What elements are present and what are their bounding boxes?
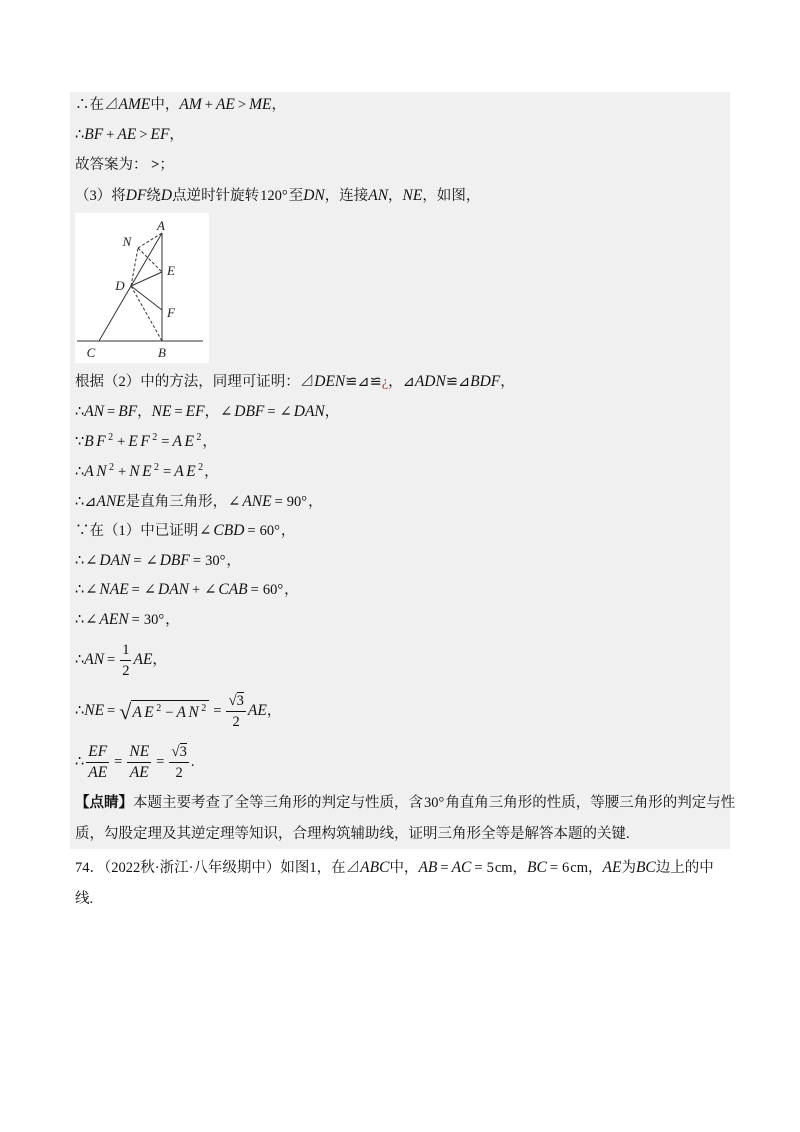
math-operator: = — [247, 523, 256, 539]
exponent: 2 — [156, 702, 162, 714]
question-74-stem — [75, 858, 714, 878]
square-root — [119, 700, 209, 724]
fraction — [169, 743, 188, 782]
math-term: DAN — [99, 552, 131, 569]
fraction — [226, 692, 245, 731]
math-term: AN — [84, 651, 105, 668]
solution-line — [75, 462, 219, 482]
math-term: NE — [402, 187, 423, 204]
math-term: BF — [84, 433, 109, 450]
math-operator: = — [161, 434, 170, 450]
math-term: NE — [129, 463, 155, 480]
math-term: ANE — [242, 493, 272, 510]
text-run: ， — [284, 582, 299, 598]
angle-symbol: ∠ — [204, 582, 217, 598]
key-point-line — [75, 824, 630, 844]
solution-line — [75, 492, 323, 512]
text-run: ，连接 — [324, 188, 369, 204]
math-operator: > — [139, 127, 148, 143]
text-run: ， — [137, 404, 152, 420]
math-term: AN — [84, 463, 110, 480]
math-operator: = — [131, 582, 140, 598]
math-term: AN — [84, 403, 105, 420]
segment-na-dashed — [138, 233, 162, 248]
math-operator: + — [117, 434, 126, 450]
solution-line — [75, 432, 217, 452]
angle-symbol: ∠ — [85, 582, 98, 598]
text-run: ∴ — [75, 754, 85, 770]
math-number: 30° — [424, 795, 445, 811]
segment-df — [131, 286, 162, 310]
point-label-n: N — [122, 234, 132, 249]
fraction-numerator — [226, 692, 245, 712]
math-operator: = — [213, 703, 222, 719]
math-term: NE — [84, 702, 105, 719]
text-run: ∴ — [75, 582, 85, 598]
text-run: ，⊿ — [388, 374, 415, 390]
math-operator: = — [131, 612, 140, 628]
math-term: AE — [117, 126, 137, 143]
segment-dc — [99, 286, 131, 341]
math-operator: + — [106, 127, 115, 143]
fraction — [127, 743, 151, 782]
fraction-denominator: 2 — [175, 765, 183, 782]
math-term: DEN — [314, 373, 346, 390]
text-run: ，如图， — [422, 188, 481, 204]
angle-symbol: ∠ — [228, 494, 241, 510]
text-run: ， — [202, 434, 217, 450]
angle-symbol: ∠ — [279, 404, 292, 420]
angle-symbol: ∠ — [199, 523, 212, 539]
text-run: ∴ — [75, 127, 85, 143]
math-operator: = — [440, 860, 449, 876]
math-term: AE — [247, 702, 267, 719]
radical-sign: √ — [228, 693, 237, 710]
math-term: BC — [635, 859, 656, 876]
geometry-figure — [75, 213, 209, 363]
text-run: 74．（2022秋·浙江·八年级期中）如图1，在⊿ — [75, 860, 361, 876]
fraction-denominator: 2 — [122, 663, 130, 680]
answer-symbol: > — [147, 157, 160, 173]
math-operator: + — [204, 97, 213, 113]
segment-db-dashed — [131, 286, 162, 341]
angle-symbol: ∠ — [143, 582, 157, 598]
solution-line — [75, 125, 184, 145]
math-operator: − — [165, 704, 174, 721]
solution-line — [75, 551, 241, 571]
radicand — [131, 700, 209, 724]
text-run: . — [190, 754, 195, 770]
math-term: DAN — [158, 581, 190, 598]
point-label-d: D — [115, 278, 125, 293]
math-term: ME — [249, 96, 272, 113]
text-run: （3）将 — [75, 188, 126, 204]
exponent: 2 — [196, 432, 202, 443]
fraction-numerator: NE — [127, 743, 151, 763]
math-term: CAB — [218, 581, 248, 598]
fraction-numerator — [169, 743, 188, 763]
text-run: 本题主要考查了全等三角形的判定与性质，含 — [133, 795, 423, 811]
text-run: 质，勾股定理及其逆定理等知识，合理构筑辅助线，证明三角形全等是解答本题的关键. — [75, 826, 630, 842]
math-term: DBF — [159, 552, 190, 569]
exponent: 2 — [154, 462, 160, 473]
garbled-glyph: ¿ — [381, 374, 389, 390]
solution-line — [75, 580, 299, 600]
math-term: AE — [132, 703, 157, 721]
math-term: ANE — [96, 493, 126, 510]
text-run: ， — [204, 404, 220, 420]
math-term: ABC — [360, 859, 390, 876]
math-operator: = — [107, 404, 116, 420]
math-term: NE — [151, 403, 172, 420]
text-run: ≌ — [369, 374, 382, 390]
text-run: ∴ — [75, 652, 85, 668]
solution-line — [75, 610, 180, 630]
math-term: AEN — [99, 611, 129, 628]
math-operator: = — [549, 860, 559, 876]
point-label-a: A — [157, 218, 165, 233]
radical-sign: √ — [119, 698, 132, 724]
math-operator: = — [114, 754, 123, 770]
math-operator: > — [237, 97, 247, 113]
radicand: 3 — [179, 744, 187, 761]
math-operator: = — [107, 703, 116, 719]
text-run: ， — [271, 97, 286, 113]
geometry-figure-svg — [75, 213, 209, 363]
fraction-numerator: EF — [86, 743, 109, 763]
fraction — [120, 641, 131, 680]
math-term: NAE — [99, 581, 129, 598]
text-run: ∵在（1）中已证明 — [75, 523, 199, 539]
point-label-e: E — [167, 263, 175, 278]
solution-line — [75, 372, 515, 392]
exponent: 2 — [109, 462, 115, 473]
math-term: EF — [185, 403, 205, 420]
solution-line — [75, 521, 295, 541]
text-run: 中， — [150, 97, 180, 113]
math-term: DN — [303, 187, 325, 204]
text-run: 至 — [288, 188, 304, 204]
math-term: ADN — [414, 373, 446, 390]
text-run: ， — [165, 612, 180, 628]
fraction-denominator: 2 — [232, 714, 240, 731]
math-operator: = — [267, 404, 276, 420]
math-number: 120° — [260, 188, 288, 204]
math-term: D — [160, 187, 173, 204]
math-term: AE — [174, 463, 199, 480]
text-run: 中， — [389, 860, 419, 876]
math-operator: = — [250, 582, 259, 598]
fraction-numerator: 1 — [120, 641, 131, 661]
math-operator: = — [192, 553, 202, 569]
text-run: ≌⊿ — [445, 374, 471, 390]
text-run: ∵ — [75, 434, 85, 450]
math-operator: = — [474, 860, 483, 876]
math-term: EF — [128, 433, 153, 450]
text-run: ， — [280, 523, 296, 539]
text-run: ， — [308, 494, 323, 510]
text-run: cm， — [494, 860, 528, 876]
fraction-denominator: AE — [129, 764, 149, 782]
point-label-c: C — [86, 345, 96, 360]
text-run: ∴⊿ — [75, 494, 97, 510]
text-run: ， — [324, 404, 340, 420]
text-run: ∴ — [75, 464, 85, 480]
text-run: ， — [152, 652, 167, 668]
angle-symbol: ∠ — [145, 553, 158, 569]
point-label-b: B — [158, 345, 166, 360]
math-operator: + — [192, 582, 201, 598]
text-run: 边上的中 — [655, 860, 714, 876]
text-run: ， — [204, 464, 219, 480]
math-term: DAN — [293, 403, 325, 420]
text-run: 为 — [621, 860, 636, 876]
exponent: 2 — [198, 462, 204, 473]
math-number: 60° — [262, 582, 284, 598]
math-term: AME — [118, 96, 151, 113]
math-term: DBF — [234, 403, 265, 420]
text-run: ∴在⊿ — [75, 97, 119, 113]
math-number: 6 — [562, 860, 570, 876]
solution-line — [75, 186, 480, 206]
text-run: ， — [388, 188, 403, 204]
exponent: 2 — [201, 702, 207, 714]
math-operator: = — [156, 754, 165, 770]
fraction — [86, 743, 109, 782]
text-run: ≌⊿ — [345, 374, 370, 390]
math-term: BC — [527, 859, 547, 876]
math-number: 30° — [205, 553, 226, 569]
math-term: BF — [118, 403, 138, 420]
math-operator: = — [274, 494, 283, 510]
text-run: 是直角三角形， — [125, 494, 228, 510]
math-term: BDF — [470, 373, 501, 390]
math-term: EF — [150, 126, 170, 143]
text-run: ， — [169, 127, 184, 143]
math-number: 5 — [486, 860, 494, 876]
text-run: ， — [500, 374, 515, 390]
math-term: BF — [84, 126, 104, 143]
math-term: AN — [176, 703, 202, 721]
math-term: AE — [215, 96, 235, 113]
math-operator: = — [174, 404, 183, 420]
solution-line — [75, 638, 167, 682]
question-74-stem — [75, 889, 93, 909]
math-term: AE — [602, 859, 622, 876]
solution-line — [75, 402, 339, 422]
radicand: 3 — [236, 693, 244, 710]
math-operator: = — [163, 464, 172, 480]
math-operator: = — [133, 553, 142, 569]
text-run: 根据（2）中的方法，同理可证明：⊿ — [75, 374, 315, 390]
math-term: AN — [368, 187, 389, 204]
math-term: AE — [133, 651, 153, 668]
text-run: 点逆时针旋转 — [172, 188, 260, 204]
math-operator: + — [118, 464, 127, 480]
math-term: AC — [451, 859, 472, 876]
angle-symbol: ∠ — [85, 553, 98, 569]
text-run: 角直角三角形的性质，等腰三角形的判定与性 — [445, 795, 736, 811]
text-run: ； — [159, 157, 174, 173]
text-run: ， — [266, 703, 282, 719]
text-run: ∴ — [75, 703, 85, 719]
exponent: 2 — [108, 432, 114, 443]
key-point-heading: 【点睛】 — [75, 795, 133, 811]
text-run: ， — [226, 553, 241, 569]
solution-line — [75, 738, 194, 786]
exponent: 2 — [152, 432, 158, 443]
math-term: CBD — [213, 522, 245, 539]
answer-line — [75, 155, 174, 175]
text-run: 线. — [75, 891, 94, 907]
angle-symbol: ∠ — [85, 612, 98, 628]
text-run: 故答案为： — [75, 157, 148, 173]
text-run: 绕 — [146, 188, 161, 204]
math-term: AB — [418, 859, 438, 876]
math-operator: = — [107, 652, 116, 668]
math-term: DF — [125, 187, 147, 204]
text-run: ∴ — [75, 404, 85, 420]
math-number: 60° — [259, 523, 280, 539]
math-number: 30° — [143, 612, 165, 628]
math-number: 90° — [286, 494, 308, 510]
math-term: AM — [179, 96, 202, 113]
solution-line — [75, 687, 281, 735]
math-term: AE — [172, 433, 197, 450]
angle-symbol: ∠ — [220, 404, 233, 420]
text-run: cm， — [570, 860, 603, 876]
radical-sign: √ — [171, 744, 180, 761]
key-point-line — [75, 793, 735, 813]
solution-line — [75, 95, 286, 115]
fraction-denominator: AE — [88, 764, 108, 782]
text-run: ∴ — [75, 553, 85, 569]
text-run: ∴ — [75, 612, 85, 628]
point-label-f: F — [167, 305, 175, 320]
